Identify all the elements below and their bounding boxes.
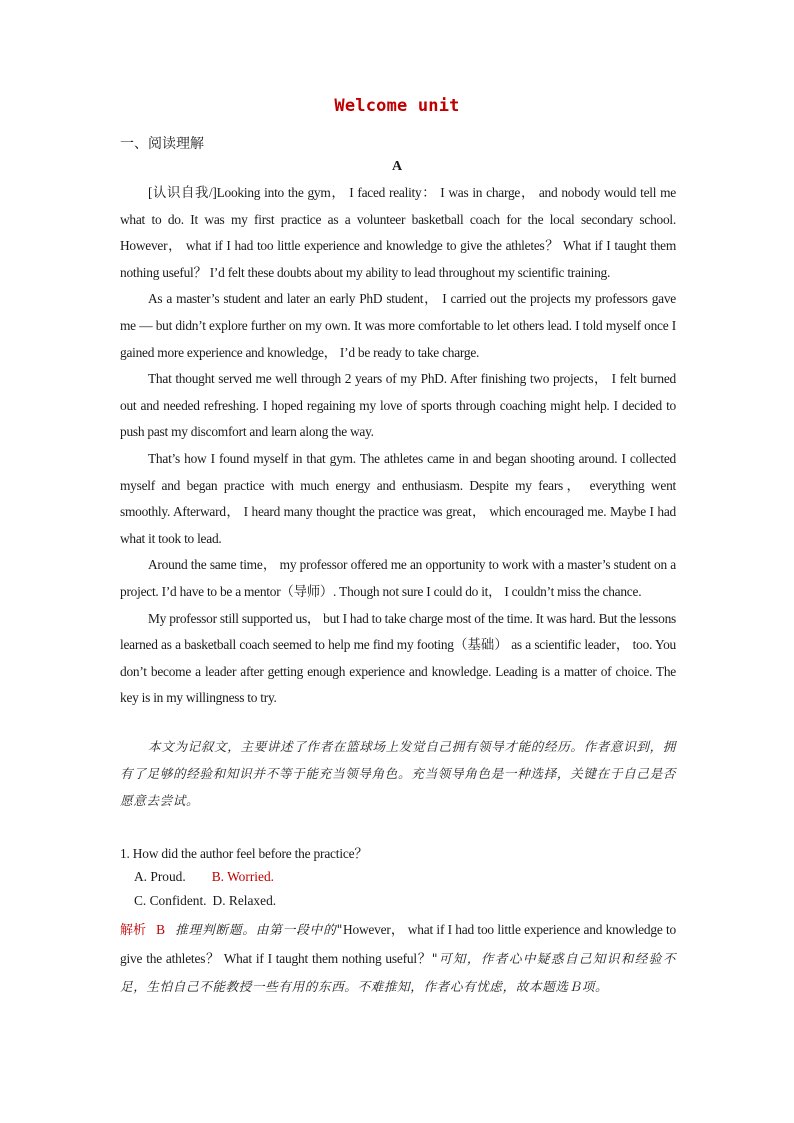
- passage-paragraph: My professor still supported us， but I had to take charge most of the time. It was hard. But the lessons learned as a basketball coach seemed to help me find my footing（基础） as a scientific leader， too. You don’t become a leader after getting enough experience and knowledge. Leading is a matter of choice. The key is in my willingness to try.: [120, 610, 676, 706]
- passage-body: [120, 180, 676, 712]
- passage-paragraph: Around the same time， my professor offered me an opportunity to work with a master’s student on a project. I’d have to be a mentor（导师）. Though not sure I could do it， I couldn’t miss the chance.: [120, 557, 676, 599]
- passage-paragraph: That thought served me well through 2 years of my PhD. After finishing two projects， I felt burned out and needed refreshing. I hoped regaining my love of sports through coaching might help. I decided to push past my discomfort and learn along the way.: [120, 371, 676, 440]
- analysis-label: 解析: [120, 923, 147, 938]
- options-row-1: [134, 869, 274, 885]
- options-row-2: [134, 893, 276, 909]
- passage-label: A: [391, 159, 403, 174]
- option-a: A. Proud.: [134, 869, 186, 884]
- passage-paragraph: As a master’s student and later an early PhD student， I carried out the projects my professors gave me — but didn’t explore further on my own. It was more comfortable to let others lead. I told myself once I gained more experience and knowledge， I’d be ready to take charge.: [120, 291, 676, 360]
- analysis-text-conclusion: "可知，作者心中疑惑自己知识和经验不足，生怕自己不能教授一些有用的东西。不难推知，作者心有忧虑，故本题选Ｂ项。: [120, 951, 676, 994]
- option-c: C. Confident.: [134, 893, 207, 908]
- passage-paragraph: [认识自我/]Looking into the gym， I faced reality： I was in charge， and nobody would tell me what to do. It was my first practice as a volunteer basketball coach for the local secondary school. However， what if I had too little experience and knowledge to give the athletes？ What if I taught them nothing useful？ I’d felt these doubts about my ability to lead throughout my scientific training.: [120, 185, 676, 280]
- option-d: D. Relaxed.: [212, 893, 277, 908]
- analysis-text-intro: 推理判断题。由第一段中的": [174, 922, 343, 937]
- answer-analysis: [120, 916, 676, 1001]
- question-stem: 1. How did the author feel before the practice？: [120, 846, 368, 861]
- section-heading: 一、阅读理解: [120, 136, 204, 152]
- analysis-answer: B: [156, 922, 165, 937]
- option-b: B. Worried.: [211, 869, 274, 884]
- passage-summary: 本文为记叙文，主要讲述了作者在篮球场上发觉自己拥有领导才能的经历。作者意识到，拥有了足够的经验和知识并不等于能充当领导角色。充当领导角色是一种选择，关键在于自己是否愿意去尝试。: [120, 739, 676, 808]
- page-title: Welcome unit: [334, 96, 460, 116]
- passage-paragraph: That’s how I found myself in that gym. The athletes came in and began shooting around. I collected myself and began practice with much energy and enthusiasm. Despite my fears， everything went smoothly. Afterward， I heard many thought the practice was great， which encouraged me. Maybe I had what it took to lead.: [120, 450, 676, 546]
- analysis-quote: However， what if I had too little experience and knowledge to give the athletes？ What if I taught them nothing useful？: [120, 922, 677, 966]
